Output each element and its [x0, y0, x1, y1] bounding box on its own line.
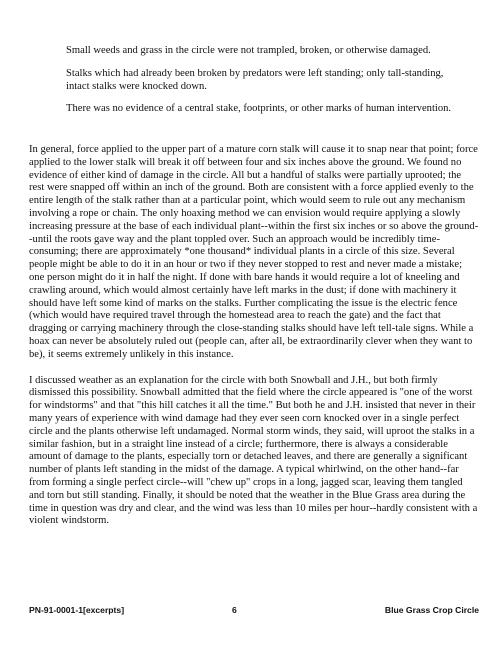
observation-list: [66, 45, 466, 126]
observation-item: Small weeds and grass in the circle were not trampled, broken, or otherwise damaged.: [66, 45, 431, 56]
document-id: PN-91-0001-1[excerpts]: [29, 605, 125, 615]
observation-item: Stalks which had already been broken by predators were left standing; only tall-standing, intact stalks were knocked down.: [66, 67, 444, 92]
page-number: 6: [232, 605, 237, 615]
paragraph-weather-analysis: I discussed weather as an explanation for the circle with both Snowball and J.H., but both firmly dismissed this possibility. Snowball admitted that the field where the circle appeared is "one of the worst for windstorms" and that "this hill catches it all the time." But both he and J.H. insisted that never in their many years of experience with wind damage had they ever seen corn knocked over in a single perfect circle and the plants otherwise left undamaged. Normal storm winds, they said, will uproot the stalks in a similar fashion, but in a straight line instead of a circle; furthermore, there is always a considerable amount of damage to the plants, especially torn or detached leaves, and there are generally a significant number of plants left standing in the midst of the damage. A typical whirlwind, on the other hand--far from forming a single perfect circle--will "chew up" crops in a long, jagged scar, leaving them tangled and torn but still standing. Finally, it should be noted that the weather in the Blue Grass area during the time in question was dry and clear, and the wind was less than 10 miles per hour--hardly consistent with a violent windstorm.: [29, 374, 478, 527]
paragraph-hoax-analysis: In general, force applied to the upper part of a mature corn stalk will cause it to snap near that point; force applied to the lower stalk will break it off between four and six inches above the ground. We found no evidence of either kind of damage in the circle. All but a handful of stalks were partially uprooted; the rest were snapped off within an inch of the ground. Both are consistent with a force applied evenly to the entire length of the stalk rather than at a particular point, which would seem to rule out any mechanism involving a rope or chain. The only hoaxing method we can envision would require applying a slowly increasing pressure at the base of each individual plant--within the first six inches or so above the ground--until the roots gave way and the plant toppled over. Such an approach would be incredibly time-consuming; there are approximately *one thousand* individual plants in a circle of this size. Several people might be able to do it in an hour or two if they never stopped to rest and never made a mistake; one person might do it in half the night. If done with bare hands it would require a lot of kneeling and crawling around, which would almost certainly have left marks in the dust; if done with machinery it should have left some kind of marks on the stalks. Further complicating the issue is the electric fence (which would have required travel through the homestead area to reach the gate) and the fact that dragging or carrying machinery through the close-standing stalks should have left tell-tale signs. While a hoax can never be absolutely ruled out (people can, after all, be extraordinarily clever when they want to be), it seems extremely unlikely in this instance.: [29, 144, 479, 360]
page-footer: [29, 605, 479, 619]
document-title: Blue Grass Crop Circle: [384, 605, 479, 615]
body-text: [29, 144, 479, 541]
observation-item: There was no evidence of a central stake, footprints, or other marks of human intervention.: [66, 103, 452, 115]
